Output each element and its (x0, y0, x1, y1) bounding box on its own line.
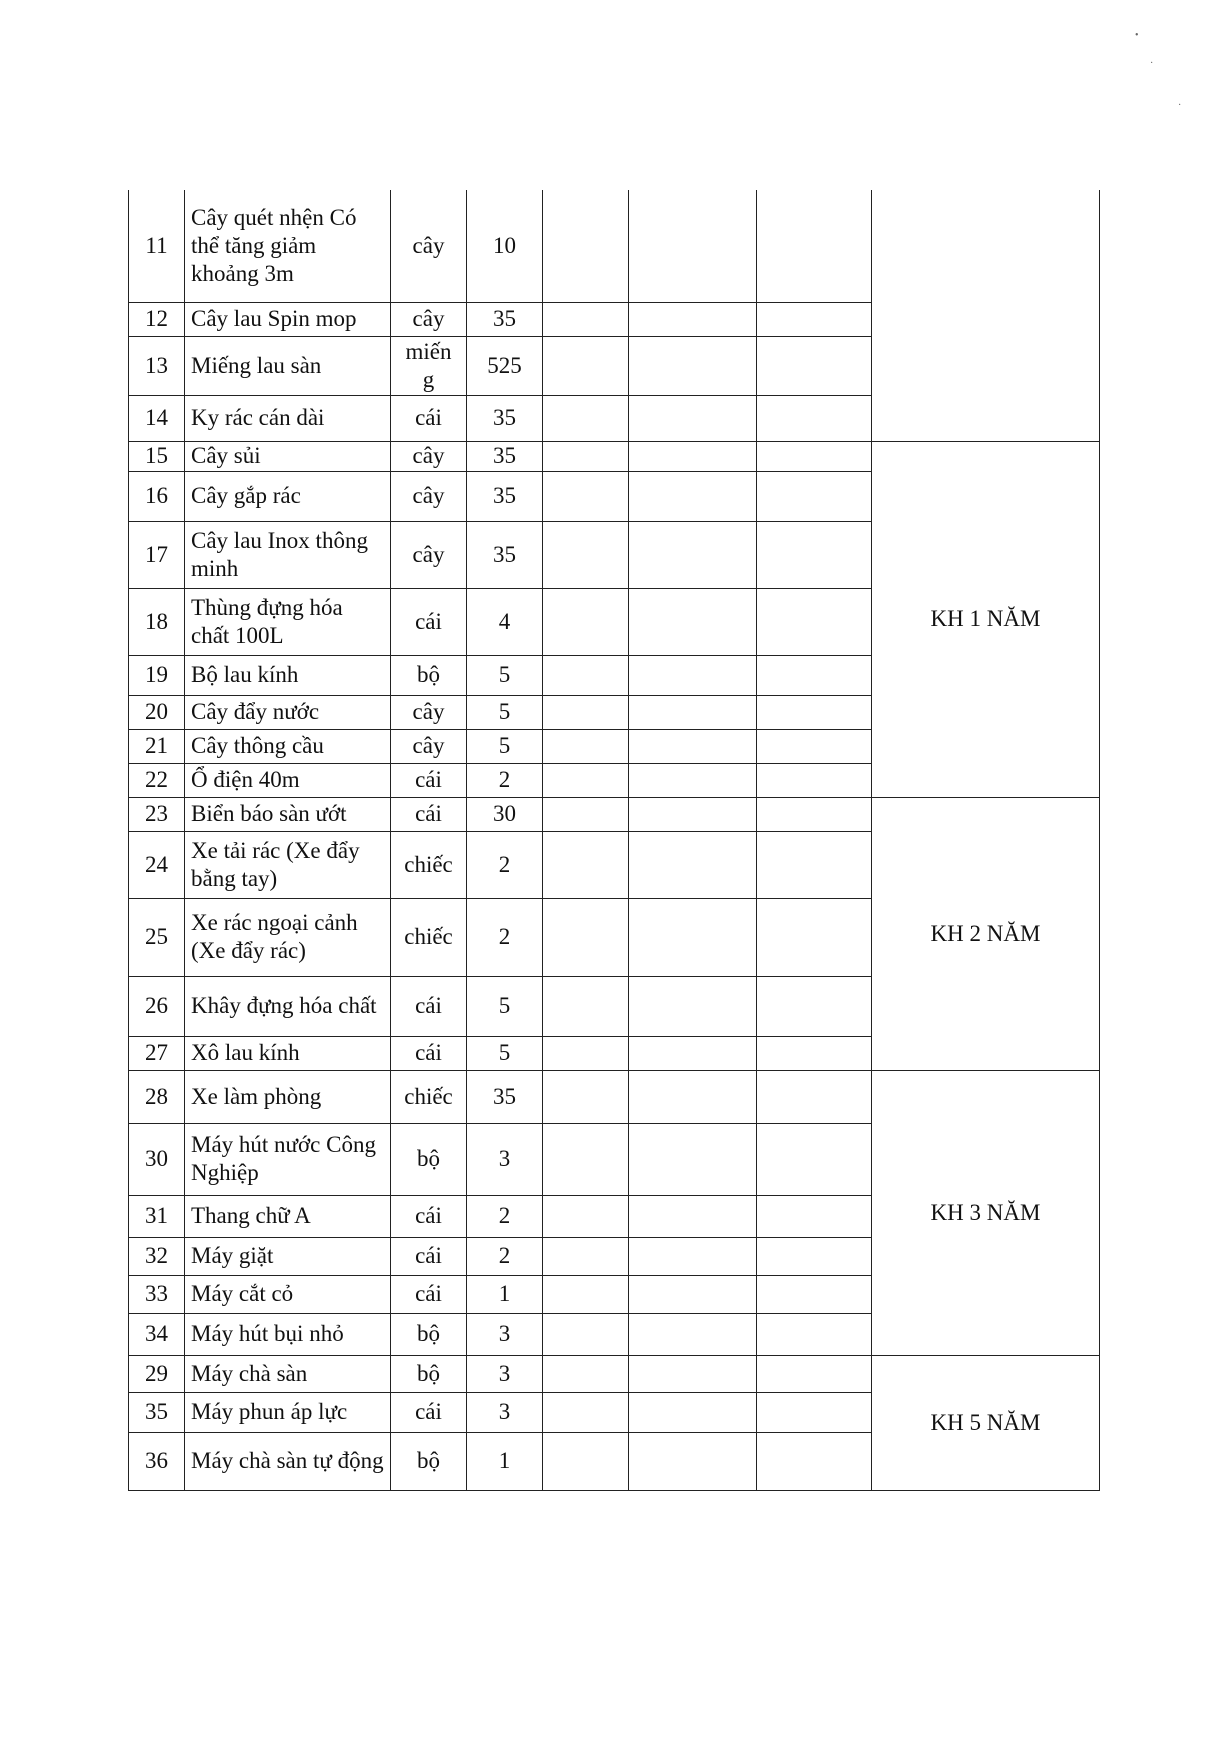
table-row (129, 190, 1100, 302)
item-name: Máy chà sàn (185, 1355, 391, 1392)
table-row (129, 797, 1100, 831)
empty-cell (629, 976, 757, 1036)
empty-cell (757, 976, 872, 1036)
empty-cell (757, 1432, 872, 1490)
row-number: 33 (129, 1275, 185, 1313)
empty-cell (757, 588, 872, 655)
item-quantity: 2 (467, 763, 543, 797)
empty-cell (757, 190, 872, 302)
empty-cell (629, 190, 757, 302)
item-unit: cái (391, 395, 467, 441)
empty-cell (543, 1237, 629, 1275)
item-quantity: 5 (467, 655, 543, 695)
empty-cell (543, 302, 629, 336)
item-unit: cái (391, 1392, 467, 1432)
row-number: 24 (129, 831, 185, 898)
empty-cell (757, 695, 872, 729)
item-unit: chiếc (391, 831, 467, 898)
row-number: 31 (129, 1195, 185, 1237)
empty-cell (757, 831, 872, 898)
row-number: 22 (129, 763, 185, 797)
item-name: Máy cắt cỏ (185, 1275, 391, 1313)
row-number: 13 (129, 336, 185, 395)
empty-cell (629, 1275, 757, 1313)
empty-cell (629, 1123, 757, 1195)
empty-cell (757, 441, 872, 471)
item-name: Cây gắp rác (185, 471, 391, 521)
empty-cell (543, 1392, 629, 1432)
empty-cell (629, 655, 757, 695)
item-quantity: 35 (467, 395, 543, 441)
empty-cell (543, 898, 629, 976)
row-number: 14 (129, 395, 185, 441)
item-unit: cái (391, 1036, 467, 1070)
item-quantity: 35 (467, 441, 543, 471)
empty-cell (629, 302, 757, 336)
row-number: 21 (129, 729, 185, 763)
item-quantity: 5 (467, 1036, 543, 1070)
item-quantity: 35 (467, 521, 543, 588)
item-name: Cây quét nhện Có thể tăng giảm khoảng 3m (185, 190, 391, 302)
item-quantity: 3 (467, 1355, 543, 1392)
item-name: Thang chữ A (185, 1195, 391, 1237)
empty-cell (757, 763, 872, 797)
empty-cell (757, 302, 872, 336)
item-unit: cây (391, 471, 467, 521)
item-quantity: 4 (467, 588, 543, 655)
empty-cell (757, 1313, 872, 1355)
row-number: 28 (129, 1070, 185, 1123)
empty-cell (543, 588, 629, 655)
empty-cell (543, 763, 629, 797)
row-number: 26 (129, 976, 185, 1036)
empty-cell (543, 1275, 629, 1313)
item-name: Máy phun áp lực (185, 1392, 391, 1432)
item-quantity: 3 (467, 1392, 543, 1432)
row-number: 30 (129, 1123, 185, 1195)
empty-cell (629, 695, 757, 729)
item-name: Bộ lau kính (185, 655, 391, 695)
item-name: Cây đẩy nước (185, 695, 391, 729)
row-number: 32 (129, 1237, 185, 1275)
item-quantity: 2 (467, 1237, 543, 1275)
empty-cell (543, 190, 629, 302)
empty-cell (629, 1313, 757, 1355)
empty-cell (757, 1355, 872, 1392)
empty-cell (757, 471, 872, 521)
item-quantity: 2 (467, 831, 543, 898)
empty-cell (757, 1036, 872, 1070)
item-unit: cái (391, 588, 467, 655)
group-note: KH 3 NĂM (872, 1070, 1100, 1355)
item-unit: bộ (391, 1123, 467, 1195)
empty-cell (543, 471, 629, 521)
item-name: Miếng lau sàn (185, 336, 391, 395)
item-unit: cái (391, 797, 467, 831)
item-unit: cây (391, 441, 467, 471)
item-unit: cái (391, 1275, 467, 1313)
row-number: 12 (129, 302, 185, 336)
item-name: Ky rác cán dài (185, 395, 391, 441)
item-quantity: 10 (467, 190, 543, 302)
empty-cell (629, 1036, 757, 1070)
empty-cell (757, 336, 872, 395)
item-unit: chiếc (391, 898, 467, 976)
empty-cell (629, 471, 757, 521)
group-note: KH 5 NĂM (872, 1355, 1100, 1490)
item-name: Máy chà sàn tự động (185, 1432, 391, 1490)
empty-cell (629, 336, 757, 395)
item-unit: cây (391, 190, 467, 302)
item-name: Máy giặt (185, 1237, 391, 1275)
item-name: Cây sủi (185, 441, 391, 471)
row-number: 36 (129, 1432, 185, 1490)
empty-cell (629, 763, 757, 797)
empty-cell (629, 1237, 757, 1275)
empty-cell (543, 521, 629, 588)
scan-speck: • (1135, 30, 1139, 41)
row-number: 23 (129, 797, 185, 831)
item-unit: cái (391, 976, 467, 1036)
empty-cell (757, 395, 872, 441)
empty-cell (629, 831, 757, 898)
item-name: Ổ điện 40m (185, 763, 391, 797)
item-unit: bộ (391, 655, 467, 695)
item-unit: bộ (391, 1355, 467, 1392)
empty-cell (757, 1237, 872, 1275)
empty-cell (543, 831, 629, 898)
item-quantity: 5 (467, 729, 543, 763)
empty-cell (629, 729, 757, 763)
item-unit: cái (391, 1195, 467, 1237)
empty-cell (543, 441, 629, 471)
item-unit: cây (391, 521, 467, 588)
row-number: 17 (129, 521, 185, 588)
empty-cell (543, 336, 629, 395)
empty-cell (543, 1123, 629, 1195)
item-quantity: 5 (467, 976, 543, 1036)
empty-cell (629, 1432, 757, 1490)
empty-cell (757, 1275, 872, 1313)
item-quantity: 3 (467, 1123, 543, 1195)
item-name: Xe làm phòng (185, 1070, 391, 1123)
item-name: Khây đựng hóa chất (185, 976, 391, 1036)
item-quantity: 1 (467, 1275, 543, 1313)
item-quantity: 1 (467, 1432, 543, 1490)
row-number: 16 (129, 471, 185, 521)
empty-cell (757, 797, 872, 831)
row-number: 27 (129, 1036, 185, 1070)
item-unit: miến g (391, 336, 467, 395)
item-quantity: 35 (467, 471, 543, 521)
empty-cell (629, 441, 757, 471)
item-quantity: 3 (467, 1313, 543, 1355)
empty-cell (543, 655, 629, 695)
item-unit: bộ (391, 1313, 467, 1355)
row-number: 19 (129, 655, 185, 695)
empty-cell (629, 1070, 757, 1123)
item-quantity: 2 (467, 898, 543, 976)
empty-cell (543, 1355, 629, 1392)
item-unit: cái (391, 763, 467, 797)
item-quantity: 525 (467, 336, 543, 395)
item-name: Cây lau Spin mop (185, 302, 391, 336)
table-row (129, 1355, 1100, 1392)
empty-cell (543, 1070, 629, 1123)
row-number: 25 (129, 898, 185, 976)
item-quantity: 30 (467, 797, 543, 831)
empty-cell (543, 976, 629, 1036)
row-number: 35 (129, 1392, 185, 1432)
empty-cell (757, 521, 872, 588)
item-unit: chiếc (391, 1070, 467, 1123)
empty-cell (543, 729, 629, 763)
item-name: Thùng đựng hóa chất 100L (185, 588, 391, 655)
equipment-table (128, 190, 1100, 1491)
scan-speck: · (1150, 58, 1154, 69)
empty-cell (757, 1195, 872, 1237)
row-number: 11 (129, 190, 185, 302)
group-note: KH 2 NĂM (872, 797, 1100, 1070)
item-quantity: 35 (467, 302, 543, 336)
empty-cell (629, 588, 757, 655)
empty-cell (629, 797, 757, 831)
item-name: Biển báo sàn ướt (185, 797, 391, 831)
item-name: Xô lau kính (185, 1036, 391, 1070)
empty-cell (757, 1392, 872, 1432)
empty-cell (543, 395, 629, 441)
empty-cell (543, 797, 629, 831)
group-note (872, 190, 1100, 441)
item-name: Cây lau Inox thông minh (185, 521, 391, 588)
empty-cell (757, 898, 872, 976)
item-quantity: 5 (467, 695, 543, 729)
table-row (129, 1070, 1100, 1123)
item-quantity: 35 (467, 1070, 543, 1123)
empty-cell (757, 1123, 872, 1195)
item-unit: cây (391, 695, 467, 729)
empty-cell (629, 395, 757, 441)
empty-cell (757, 655, 872, 695)
empty-cell (757, 1070, 872, 1123)
group-note: KH 1 NĂM (872, 441, 1100, 797)
item-name: Xe tải rác (Xe đẩy bằng tay) (185, 831, 391, 898)
item-name: Cây thông cầu (185, 729, 391, 763)
row-number: 18 (129, 588, 185, 655)
item-quantity: 2 (467, 1195, 543, 1237)
empty-cell (543, 1313, 629, 1355)
item-name: Máy hút nước Công Nghiệp (185, 1123, 391, 1195)
row-number: 34 (129, 1313, 185, 1355)
empty-cell (629, 521, 757, 588)
table-row (129, 441, 1100, 471)
item-unit: bộ (391, 1432, 467, 1490)
empty-cell (757, 729, 872, 763)
item-name: Xe rác ngoại cảnh (Xe đẩy rác) (185, 898, 391, 976)
empty-cell (543, 1432, 629, 1490)
row-number: 15 (129, 441, 185, 471)
empty-cell (629, 1355, 757, 1392)
row-number: 20 (129, 695, 185, 729)
empty-cell (543, 695, 629, 729)
empty-cell (543, 1036, 629, 1070)
empty-cell (543, 1195, 629, 1237)
empty-cell (629, 1195, 757, 1237)
row-number: 29 (129, 1355, 185, 1392)
scan-speck: · (1178, 100, 1182, 111)
item-name: Máy hút bụi nhỏ (185, 1313, 391, 1355)
empty-cell (629, 898, 757, 976)
empty-cell (629, 1392, 757, 1432)
item-unit: cây (391, 729, 467, 763)
item-unit: cây (391, 302, 467, 336)
item-unit: cái (391, 1237, 467, 1275)
